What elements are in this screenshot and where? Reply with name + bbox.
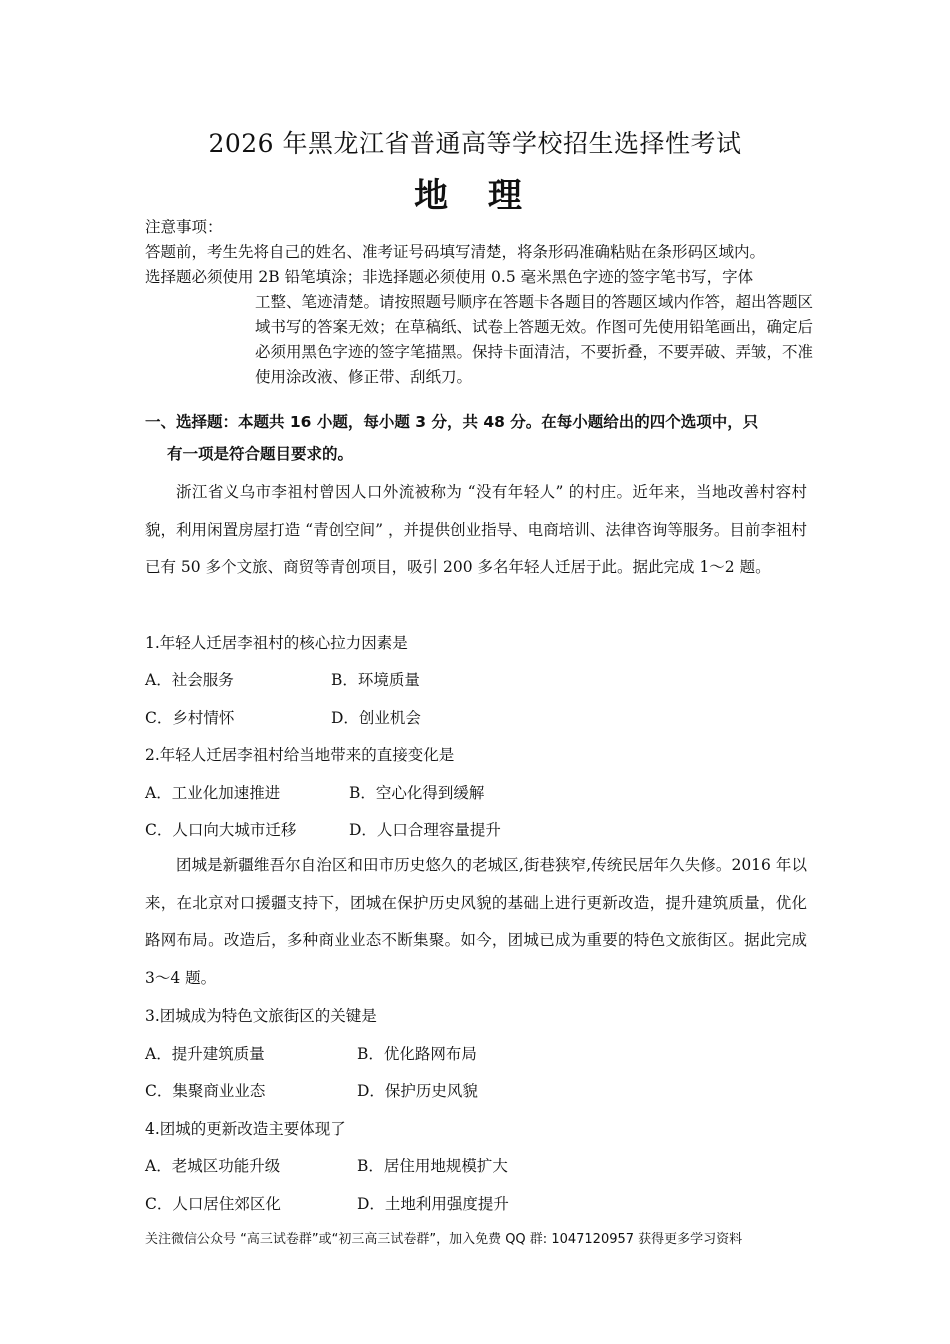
notes-block xyxy=(145,215,825,390)
question-2-option-d: D．人口合理容量提升 xyxy=(349,821,501,839)
question-4-option-b: B．居住用地规模扩大 xyxy=(357,1157,508,1175)
question-3-option-b: B．优化路网布局 xyxy=(357,1045,477,1063)
question-1-option-b: B．环境质量 xyxy=(331,671,420,689)
notes-line-2: 选择题必须使用 2B 铅笔填涂；非选择题必须使用 0.5 毫米黑色字迹的签字笔书写，字体 xyxy=(145,268,754,286)
question-4-option-a: A．老城区功能升级 xyxy=(145,1157,281,1175)
question-1-option-a: A．社会服务 xyxy=(145,671,234,689)
question-2-option-c: C．人口向大城市迁移 xyxy=(145,821,297,839)
question-3-stem: 3.团城成为特色文旅街区的关键是 xyxy=(145,1007,377,1025)
footer-note: 关注微信公众号 “高三试卷群”或“初三高三试卷群”，加入免费 QQ 群: 1047120957 获得更多学习资料 xyxy=(145,1232,743,1247)
question-2-option-b: B．空心化得到缓解 xyxy=(349,784,485,802)
section-heading xyxy=(145,406,810,470)
exam-title: 2026 年黑龙江省普通高等学校招生选择性考试 xyxy=(208,129,742,158)
question-4-stem: 4.团城的更新改造主要体现了 xyxy=(145,1120,346,1138)
question-1-option-c: C．乡村情怀 xyxy=(145,709,235,727)
notes-line-3: 工整、笔迹清楚。请按照题号顺序在答题卡各题目的答题区域内作答，超出答题区域书写的答案无效；在草稿纸、试卷上答题无效。作图可先使用铅笔画出，确定后必须用黑色字迹的签字笔描黑。保持卡面清洁，不要折叠，不要弄破、弄皱，不准使用涂改液、修正带、刮纸刀。 xyxy=(255,293,814,386)
question-1-stem: 1.年轻人迁居李祖村的核心拉力因素是 xyxy=(145,634,408,652)
question-1-option-d: D．创业机会 xyxy=(331,709,421,727)
notes-heading: 注意事项： xyxy=(145,218,223,236)
question-4-option-d: D．土地利用强度提升 xyxy=(357,1195,509,1213)
question-3-option-d: D．保护历史风貌 xyxy=(357,1082,478,1100)
question-4-option-c: C．人口居住郊区化 xyxy=(145,1195,281,1213)
section-heading-line-1: 一、选择题：本题共 16 小题，每小题 3 分，共 48 分。在每小题给出的四个选项中，只 xyxy=(145,413,759,431)
question-2-option-a: A．工业化加速推进 xyxy=(145,784,281,802)
question-3-option-c: C．集聚商业业态 xyxy=(145,1082,266,1100)
notes-line-1: 答题前，考生先将自己的姓名、准考证号码填写清楚，将条形码准确粘贴在条形码区域内。 xyxy=(145,243,766,261)
question-2-stem: 2.年轻人迁居李祖村给当地带来的直接变化是 xyxy=(145,746,455,764)
section-heading-line-2: 有一项是符合题目要求的。 xyxy=(167,445,354,463)
question-3-option-a: A．提升建筑质量 xyxy=(145,1045,265,1063)
passage-2: 团城是新疆维吾尔自治区和田市历史悠久的老城区,街巷狭窄,传统民居年久失修。2016 年以来，在北京对口援疆支持下，团城在保护历史风貌的基础上进行更新改造，提升建筑质量，优化路网布局。改造后，多种商业业态不断集聚。如今，团城已成为重要的特色文旅街区。据此完成 3～4 题。 xyxy=(145,856,807,987)
subject-title: 地 理 xyxy=(414,176,536,216)
passage-1: 浙江省义乌市李祖村曾因人口外流被称为 “没有年轻人” 的村庄。近年来，当地改善村容村貌，利用闲置房屋打造 “青创空间” ，并提供创业指导、电商培训、法律咨询等服务。目前李祖村已有 50 多个文旅、商贸等青创项目，吸引 200 多名年轻人迁居于此。据此完成 1～2 题。 xyxy=(145,483,807,576)
